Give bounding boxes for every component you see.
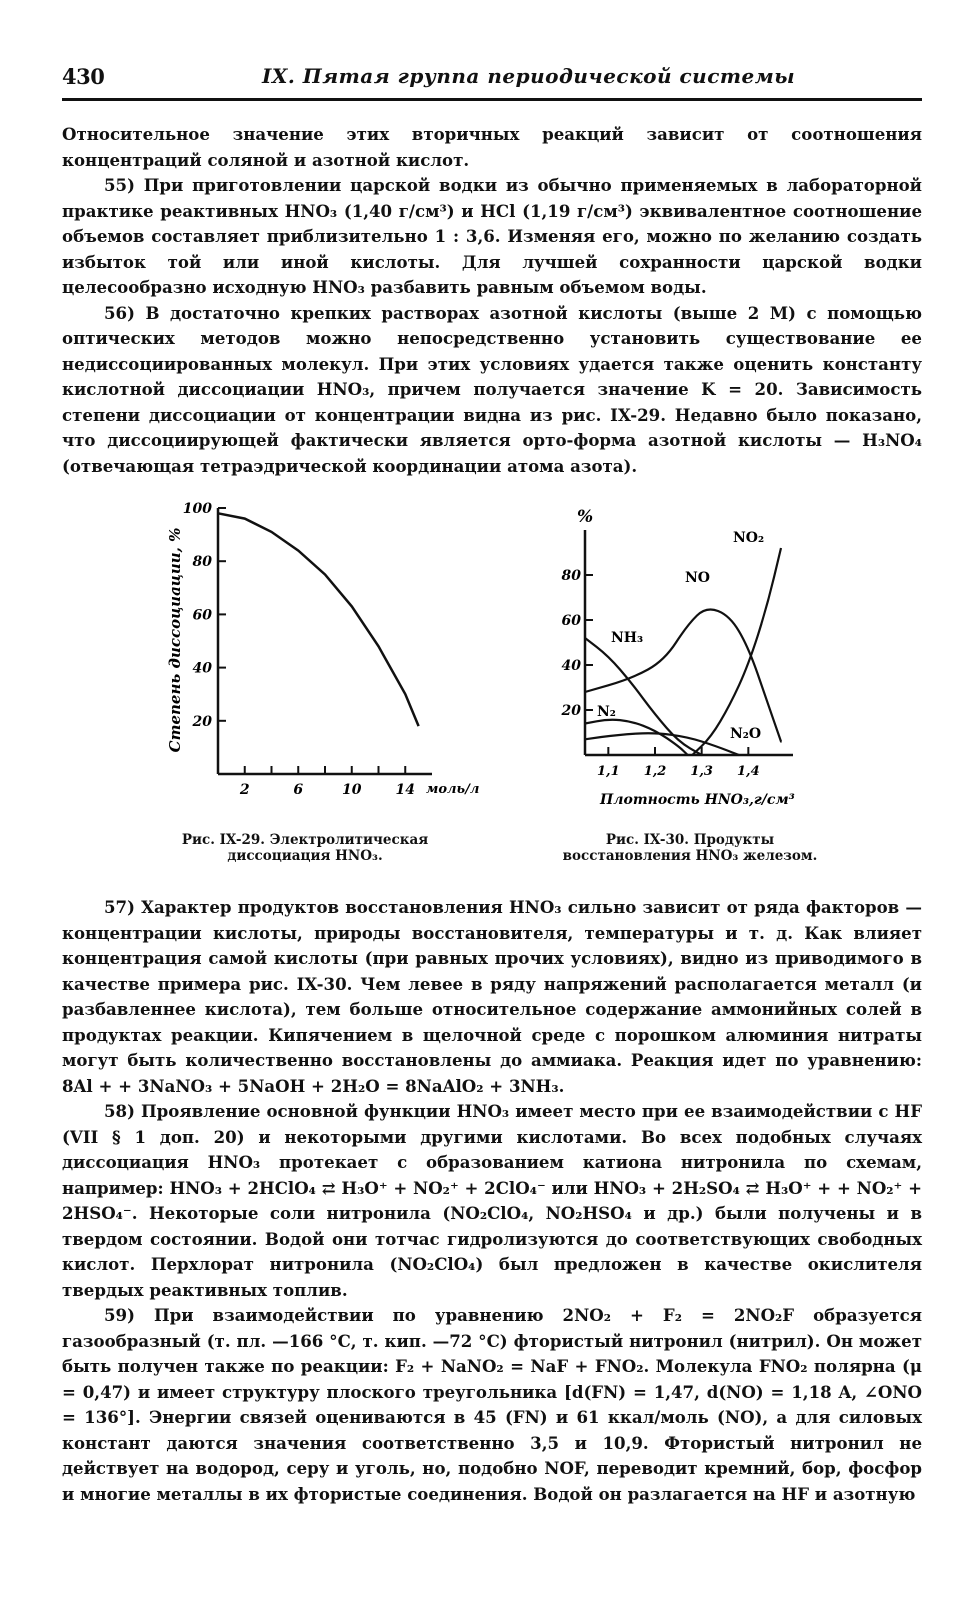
paragraph-note-57: 57) Характер продуктов восстановления HNO₃ сильно зависит от ряда факторов — концентрации кислоты, природы восстановителя, температуры и т. д. Как влияет концентрация самой кислоты (при равных прочих условиях), видно из приводимого в качестве примера рис. IX-30. Чем левее в ряду напряжений располагается металл (и разбавленнее кислота), тем больше относительное содержание аммонийных солей в продуктах реакции. Кипячением в щелочной среде с порошком алюминия нитраты могут быть количественно восстановлены до аммиака. Реакция идет по уравнению: 8Al + + 3NaNO₃ + 5NaOH + 2H₂O = 8NaAlO₂ + 3NH₃.	[62, 897, 922, 1096]
figure-30-y-ticks	[561, 568, 593, 719]
figure-30-series-label: N₂O	[730, 726, 762, 742]
figure-29-x-unit: моль/л	[426, 782, 480, 797]
paragraph: Относительное значение этих вторичных реакций зависит от соотношения концентраций соляной и азотной кислот.	[62, 124, 922, 170]
figure-29-y-ticks	[183, 501, 226, 730]
running-title: IX. Пятая группа периодической системы	[262, 64, 796, 88]
figure-30-series-label: NO₂	[733, 530, 765, 546]
figure-30-series-label: N₂	[597, 704, 616, 720]
paragraph-note-55: 55) При приготовлении царской водки из обычно применяемых в лабораторной практике реактивных HNO₃ (1,40 г/см³) и HCl (1,19 г/см³) эквивалентное соотношение объемов составляет приблизительно 1 : 3,6. Изменяя его, можно по желанию создать избыток той или иной кислоты. Для лучшей сохранности царской водки целесообразно исходную HNO₃ разбавить равным объемом воды.	[62, 175, 922, 297]
paragraph-note-59: 59) При взаимодействии по уравнению 2NO₂ + F₂ = 2NO₂F образуется газообразный (т. пл. —166 °С, т. кип. —72 °С) фтористый нитронил (нитрил). Он может быть получен также по реакции: F₂ + NaNO₂ = NaF + FNO₂. Молекула FNO₂ полярна (μ = 0,47) и имеет структуру плоского треугольника [d(FN) = 1,47, d(NO) = 1,18 A, ∠ONO = 136°]. Энергии связей оцениваются в 45 (FN) и 61 ккал/моль (NO), а для силовых констант даются значения соответственно 3,5 и 10,9. Фтористый нитронил не действует на водород, серу и уголь, но, подобно NOF, переводит кремний, бор, фосфор и многие металлы в их фтористые соединения. Водой он разлагается на HF и азотную	[62, 1305, 922, 1504]
figure-30-x-tick-label: 1,3	[690, 764, 713, 779]
figure-29-x-tick-label: 10	[342, 782, 362, 798]
figure-29-x-tick-label: 2	[239, 782, 250, 798]
figure-30-chart	[555, 500, 825, 810]
figure-29-y-tick-label: 100	[182, 501, 212, 517]
figure-29-chart	[150, 490, 480, 810]
figure-30-series	[585, 548, 781, 755]
figure-29-x-tick-label: 14	[395, 782, 415, 798]
header-rule	[62, 98, 922, 101]
page-header	[62, 64, 922, 100]
figure-29-axes	[218, 508, 432, 774]
figure-30-xlabel: Плотность HNO₃,г/см³	[600, 792, 795, 808]
figure-30-series-label: NH₃	[611, 630, 644, 646]
figure-30-y-tick-label: 80	[561, 568, 581, 584]
figure-30-x-tick-label: 1,2	[643, 764, 667, 779]
figure-29-y-tick-label: 80	[192, 554, 212, 571]
figure-29-y-tick-label: 40	[192, 660, 212, 677]
figure-30-y-tick-label: 20	[561, 703, 581, 719]
figure-30-caption: Рис. IX-30. Продукты восстановления HNO₃ железом.	[562, 832, 818, 864]
page-number: 430	[62, 64, 105, 89]
figure-30-series-label: NO	[685, 570, 710, 586]
figure-29-y-tick-label: 60	[192, 607, 212, 624]
figure-29-x-ticks	[239, 766, 415, 798]
figure-29-caption: Рис. IX-29. Электролитическая диссоциация HNO₃.	[181, 832, 429, 864]
figure-30-y-tick-label: 60	[561, 613, 581, 629]
figure-30-x-tick-label: 1,1	[597, 764, 620, 779]
figure-29-ylabel: Степень диссоциации, %	[166, 527, 184, 753]
figure-29-y-tick-label: 20	[192, 713, 212, 730]
figure-30-y-unit: %	[577, 507, 594, 527]
figure-29-x-tick-label: 6	[293, 782, 304, 798]
figure-29-dissociation-curve	[218, 513, 419, 726]
text-block-bottom	[62, 895, 922, 1507]
paragraph-note-58: 58) Проявление основной функции HNO₃ имеет место при ее взаимодействии с HF (VII § 1 доп. 20) и некоторыми другими кислотами. Во всех подобных случаях диссоциация HNO₃ протекает с образованием катиона нитронила по схемам, например: HNO₃ + 2HClO₄ ⇄ H₃O⁺ + NO₂⁺ + 2ClO₄⁻ или HNO₃ + 2H₂SO₄ ⇄ H₃O⁺ + + NO₂⁺ + 2HSO₄⁻. Некоторые соли нитронила (NO₂ClO₄, NO₂HSO₄ и др.) были получены и в твердом состоянии. Водой они тотчас гидролизуются до соответствующих свободных кислот. Перхлорат нитронила (NO₂ClO₄) был предложен в качестве окислителя твердых реактивных топлив.	[62, 1101, 922, 1300]
figure-30-x-ticks	[597, 747, 760, 779]
paragraph-note-56: 56) В достаточно крепких растворах азотной кислоты (выше 2 M) с помощью оптических методов можно непосредственно установить существование ее недиссоциированных молекул. При этих условиях удается также оценить константу кислотной диссоциации HNO₃, причем получается значение K = 20. Зависимость степени диссоциации от концентрации видна из рис. IX-29. Недавно было показано, что диссоциирующей фактически является орто-форма азотной кислоты — H₃NO₄ (отвечающая тетраэдрической координации атома азота).	[62, 302, 922, 476]
text-block-top	[62, 122, 922, 479]
figure-30-x-tick-label: 1,4	[737, 764, 760, 779]
figure-30-y-tick-label: 40	[561, 658, 581, 674]
